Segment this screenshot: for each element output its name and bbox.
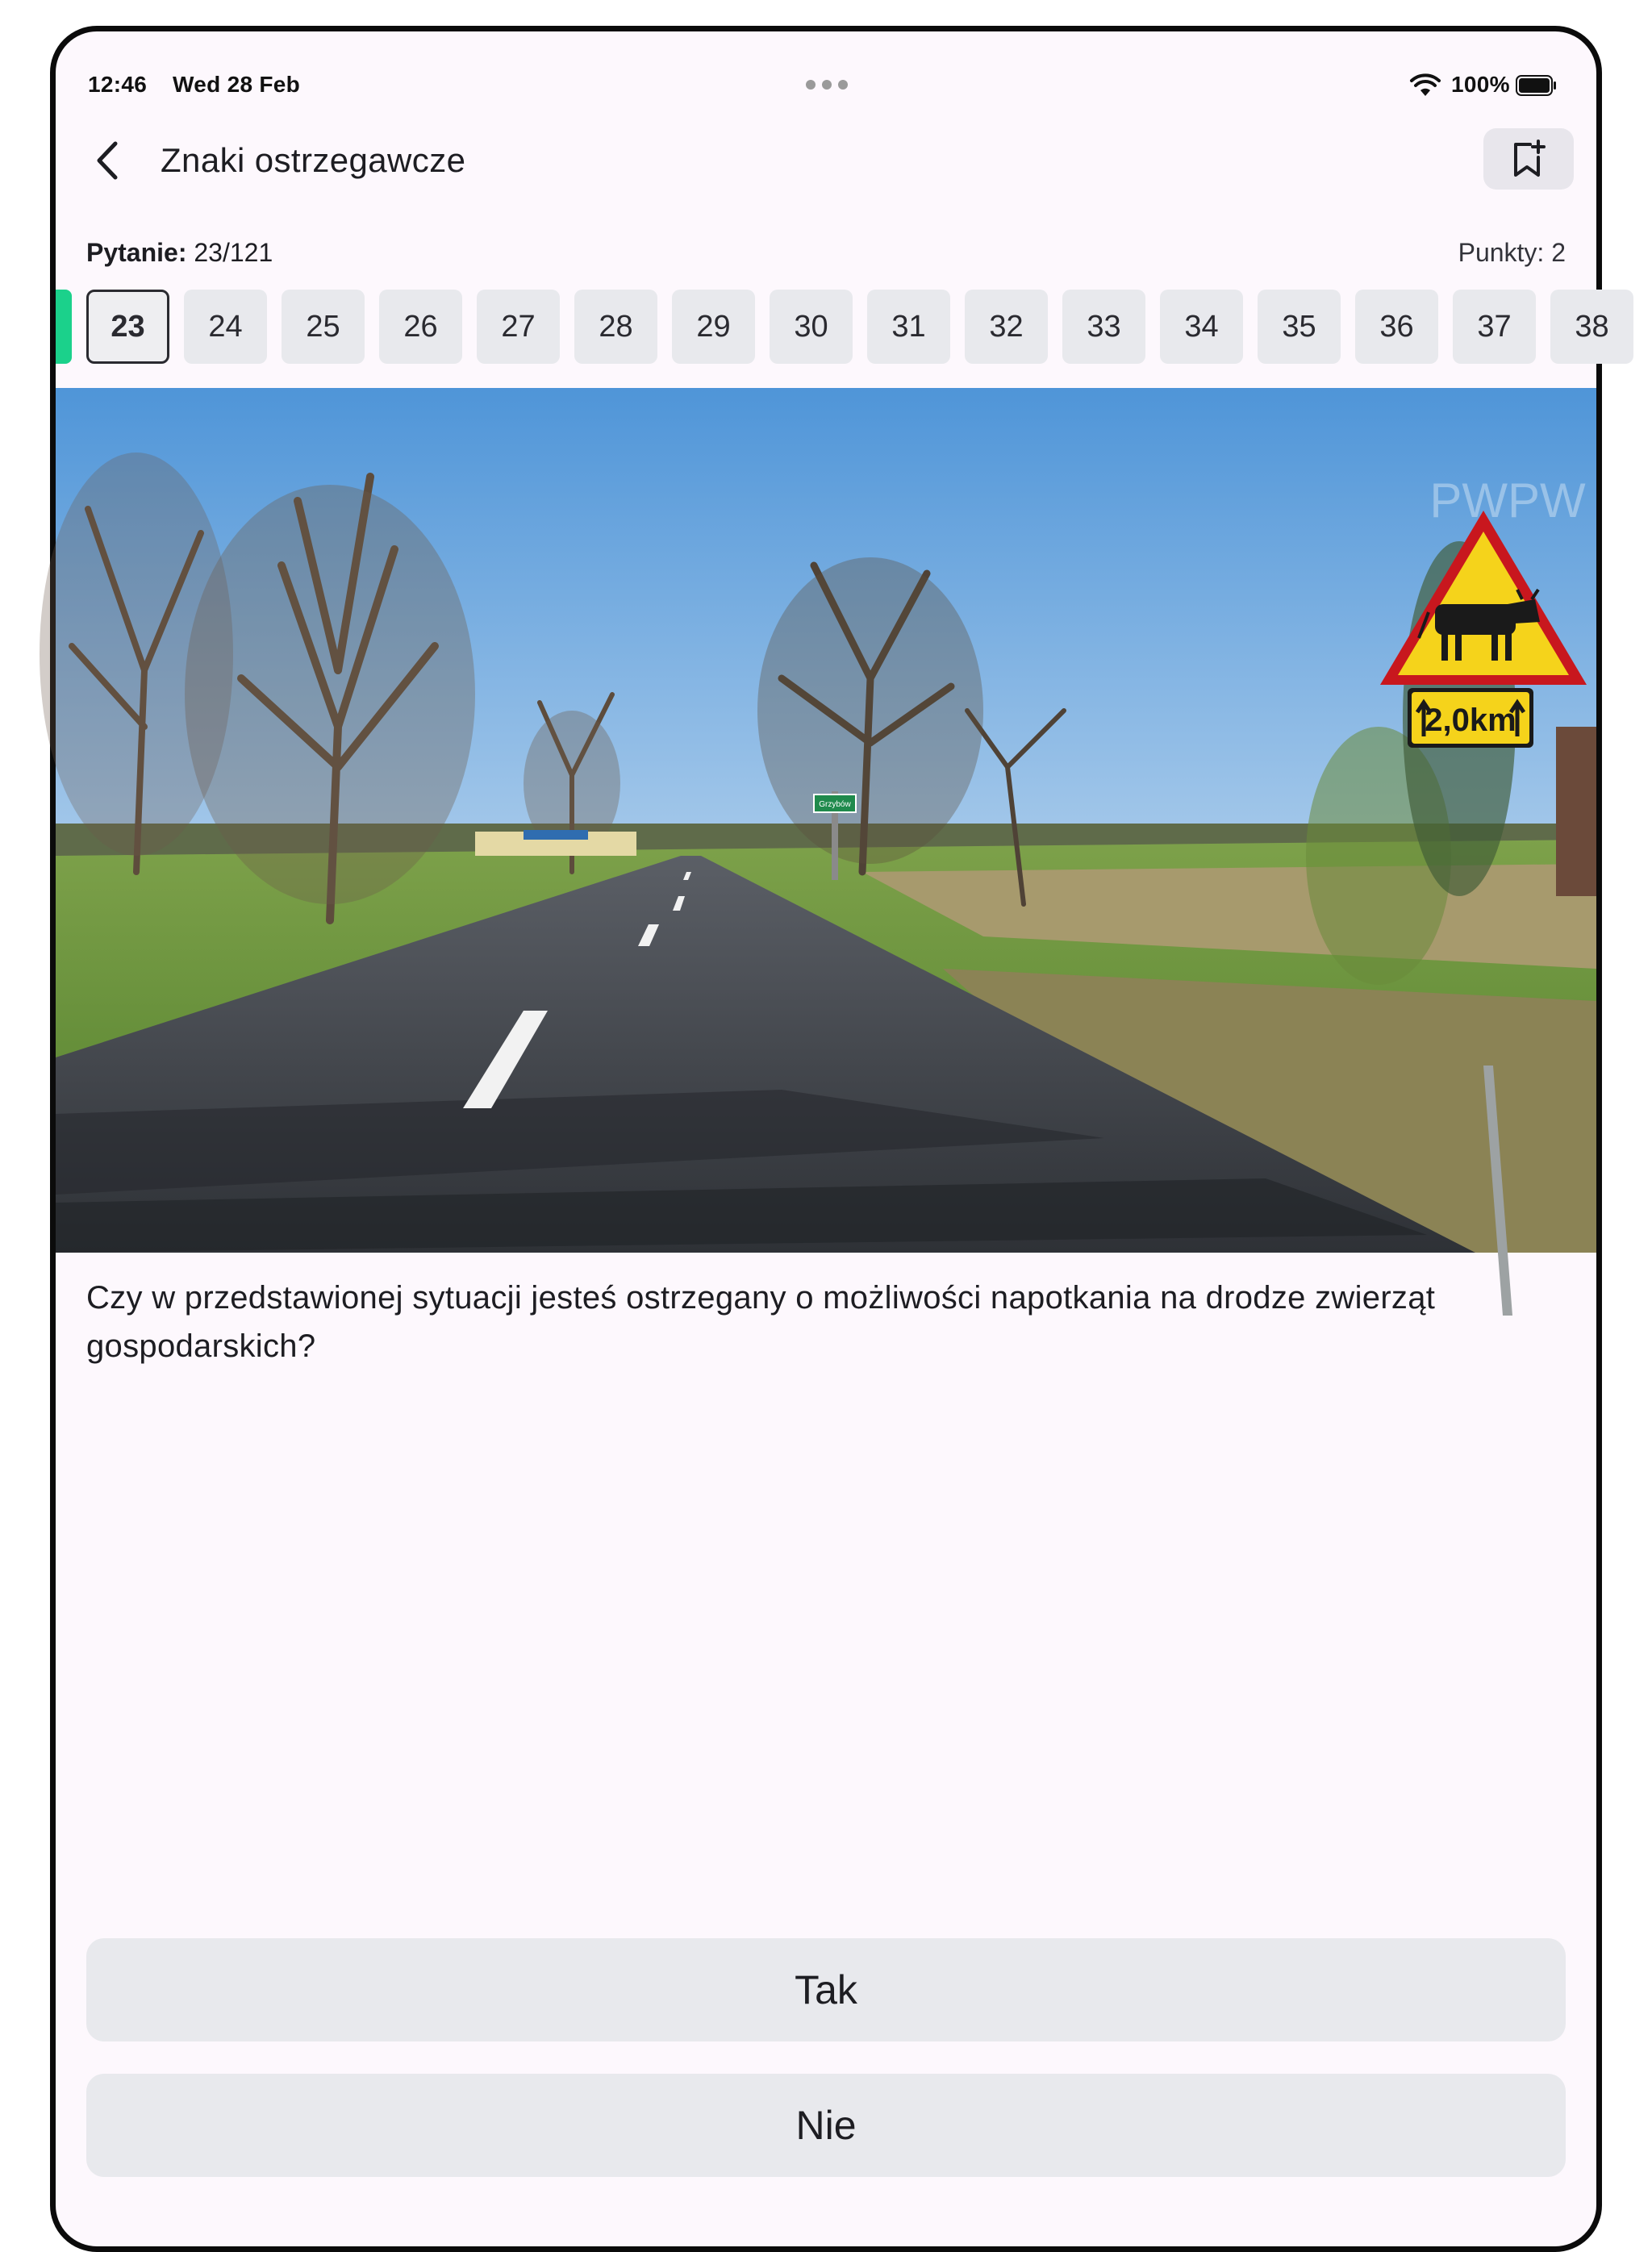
question-photo <box>56 388 1596 1253</box>
question-number-button[interactable]: 29 <box>672 290 755 364</box>
progress-indicator <box>56 290 72 364</box>
question-value: 23/121 <box>194 238 273 267</box>
question-number-button[interactable]: 31 <box>867 290 950 364</box>
question-number-button[interactable]: 28 <box>574 290 657 364</box>
battery-percent: 100% <box>1451 72 1510 97</box>
town-sign-text: Grzybów <box>819 800 851 809</box>
answer-yes-button[interactable]: Tak <box>86 1938 1566 2041</box>
answer-no-button[interactable]: Nie <box>86 2074 1566 2177</box>
page-title: Znaki ostrzegawcze <box>161 141 466 179</box>
bookmark-add-button[interactable] <box>1483 128 1574 190</box>
chevron-left-icon <box>94 140 122 181</box>
device-frame <box>50 26 1609 2252</box>
status-time: 12:46 <box>88 72 148 97</box>
question-number-button[interactable]: 30 <box>770 290 853 364</box>
question-number-button[interactable]: 24 <box>184 290 267 364</box>
question-number-button[interactable]: 23 <box>86 290 169 364</box>
question-number-button[interactable]: 34 <box>1160 290 1243 364</box>
question-number-button[interactable]: 37 <box>1453 290 1536 364</box>
question-number-button[interactable]: 33 <box>1062 290 1145 364</box>
watermark-text: PWPW <box>1429 473 1586 528</box>
question-number-button[interactable]: 25 <box>282 290 365 364</box>
multitasking-dots-icon[interactable] <box>806 80 848 90</box>
question-number-button[interactable]: 36 <box>1355 290 1438 364</box>
distance-plate-text: 2,0km <box>1425 703 1516 738</box>
points-counter: Punkty: 2 <box>1458 238 1566 267</box>
status-date: Wed 28 Feb <box>173 72 301 97</box>
question-number-button[interactable]: 35 <box>1258 290 1341 364</box>
question-label: Pytanie: <box>86 238 187 267</box>
question-number-button[interactable]: 32 <box>965 290 1048 364</box>
question-number-strip[interactable] <box>86 290 1633 364</box>
question-number-button[interactable]: 38 <box>1550 290 1633 364</box>
question-counter <box>86 238 273 268</box>
wifi-icon <box>1411 75 1440 98</box>
bookmark-add-icon <box>1511 140 1546 178</box>
road-scene-image <box>56 388 1596 1253</box>
battery-icon <box>1516 75 1558 96</box>
question-number-button[interactable]: 27 <box>477 290 560 364</box>
back-button[interactable] <box>80 128 136 193</box>
question-number-button[interactable]: 26 <box>379 290 462 364</box>
question-text: Czy w przedstawionej sytuacji jesteś ostrzegany o możliwości napotkania na drodze zwierząt gospodarskich? <box>86 1280 1436 1364</box>
